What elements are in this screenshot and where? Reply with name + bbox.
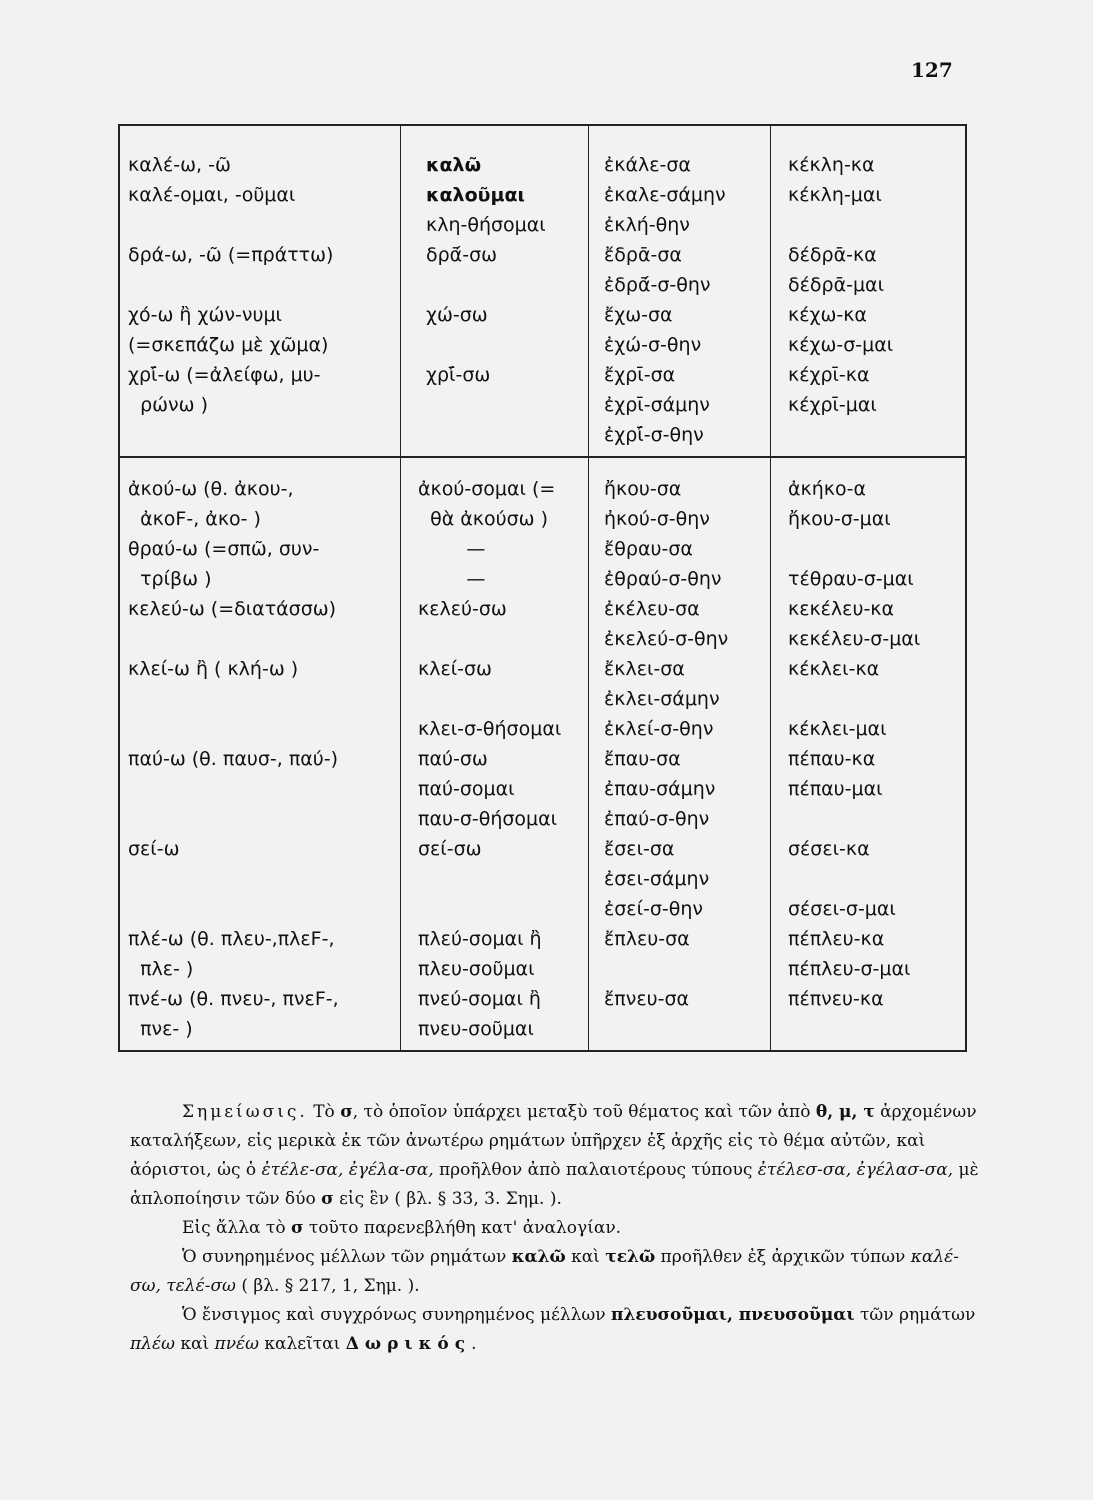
group2-present-column: ἀκού-ω (θ. ἀκου-, ἀκοF-, ἀκο- ) θραύ-ω (=σπῶ, συν- τρίβω ) κελεύ-ω (=διατάσσω) κλεί-ω ἢ ( κλή-ω ) παύ-ω (θ. παυσ-, παύ-) σεί-ω πλέ-ω (θ. πλευ-,πλεF-, πλε- ) πνέ-ω (θ. πνευ-, πνεF-, πνε- ) <box>128 478 339 1040</box>
note-paragraph-3 <box>130 1243 980 1301</box>
group1-future-contract: καλῶ καλοῦμαι <box>426 154 525 206</box>
group1-aorist-column: ἐκάλε-σα ἐκαλε-σάμην ἐκλή-θην ἔδρᾱ-σα ἐδρᾱ́-σ-θην ἔχω-σα ἐχώ-σ-θην ἔχρῑ-σα ἐχρῑ-σάμην ἐχρῑ́-σ-θην <box>604 154 726 446</box>
note-consonants: θ, μ, τ <box>815 1102 875 1122</box>
note-verb: πλευσοῦμαι, πνευσοῦμαι <box>611 1305 855 1325</box>
group2-aorist-column: ἤκου-σα ἠκού-σ-θην ἔθραυ-σα ἐθραύ-σ-θην ἐκέλευ-σα ἐκελεύ-σ-θην ἔκλει-σα ἐκλει-σάμην ἐκλεί-σ-θην ἔπαυ-σα ἐπαυ-σάμην ἐπαύ-σ-θην ἔσει-σα ἐσει-σάμην ἐσεί-σ-θην ἔπλευ-σα ἔπνευ-σα <box>604 478 729 1010</box>
note-paragraph-4 <box>130 1301 980 1359</box>
group1-future-column: κλη-θήσομαι δρᾱ́-σω χώ-σω χρῑ́-σω <box>426 214 546 386</box>
column-divider <box>400 126 401 1050</box>
note-text: τῶν ρημάτων <box>854 1305 976 1325</box>
note-text: προῆλθον ἀπὸ παλαιοτέρους τύπους <box>433 1160 758 1180</box>
note-label: Σημείωσις. <box>182 1102 308 1122</box>
note-example: πνέω <box>214 1334 260 1354</box>
note-letter: σ <box>340 1102 353 1122</box>
note-verb: τελῶ <box>605 1247 656 1267</box>
note-text: . <box>471 1334 477 1354</box>
row-divider <box>120 456 965 458</box>
note-paragraph-2 <box>130 1214 980 1243</box>
note-letter: σ <box>321 1189 334 1209</box>
column-divider <box>588 126 589 1050</box>
note-example: ἐτέλε-σα, ἐγέλα-σα, <box>261 1160 434 1180</box>
note-text: καὶ <box>565 1247 606 1267</box>
column-divider <box>770 126 771 1050</box>
note-example: πλέω <box>130 1334 175 1354</box>
note-text: μὲ ἁπλοποίησιν τῶν δύο <box>130 1160 979 1209</box>
note-letter: σ <box>290 1218 304 1238</box>
note-text: Ὁ ἔνσιγμος καὶ συγχρόνως συνηρημένος μέλλων <box>182 1305 612 1325</box>
note-paragraph-1 <box>130 1098 980 1214</box>
note-text: Ὁ συνηρημένος μέλλων τῶν ρημάτων <box>182 1247 512 1267</box>
page-number: 127 <box>911 58 953 82</box>
note-text: τοῦτο παρενεβλήθη κατ' ἀναλογίαν. <box>303 1218 622 1238</box>
note-text: εἰς ἓν ( βλ. § 33, 3. Σημ. ). <box>333 1189 562 1209</box>
group2-perfect-column: ἀκήκο-α ἤκου-σ-μαι τέθραυ-σ-μαι κεκέλευ-κα κεκέλευ-σ-μαι κέκλει-κα κέκλει-μαι πέπαυ-κα πέπαυ-μαι σέσει-κα σέσει-σ-μαι πέπλευ-κα πέπλευ-σ-μαι πέπνευ-κα <box>788 478 921 1010</box>
note-text: προῆλθεν ἐξ ἀρχικῶν τύπων <box>655 1247 911 1267</box>
group1-present-column: καλέ-ω, -ῶ καλέ-ομαι, -οῦμαι δρά-ω, -ῶ (=πράττω) χό-ω ἢ χών-νυμι (=σκεπάζω μὲ χῶμα) χρῑ́-ω (=ἀλείφω, μυ- ρώνω ) <box>128 154 334 416</box>
verb-table <box>118 124 967 1052</box>
note-example: ἐτέλεσ-σα, ἐγέλασ-σα, <box>757 1160 954 1180</box>
note-text: Εἰς ἄλλα τὸ <box>182 1218 291 1238</box>
group1-perfect-column: κέκλη-κα κέκλη-μαι δέδρᾱ-κα δέδρᾱ-μαι κέχω-κα κέχω-σ-μαι κέχρῑ-κα κέχρῑ-μαι <box>788 154 894 416</box>
note-text: καὶ <box>174 1334 215 1354</box>
note-example: καλέ-σω, τελέ-σω <box>130 1247 960 1296</box>
note-term: Δωρικός <box>345 1334 472 1354</box>
note-text: Τὸ <box>307 1102 341 1122</box>
notes-section <box>130 1098 980 1359</box>
note-text: ( βλ. § 217, 1, Σημ. ). <box>235 1276 420 1296</box>
note-text: ἀρχομένων καταλήξεων, εἰς μερικὰ ἐκ τῶν ἀνωτέρω ρημάτων ὑπῆρχεν ἐξ ἀρχῆς εἰς τὸ θέμα αὐτῶν, καὶ ἀόριστοι, ὡς ὁ <box>130 1102 977 1180</box>
note-text: καλεῖται <box>259 1334 346 1354</box>
note-text: , τὸ ὁποῖον ὑπάρχει μεταξὺ τοῦ θέματος καὶ τῶν ἀπὸ <box>352 1102 816 1122</box>
group2-future-column: ἀκού-σομαι (= θὰ ἀκούσω ) — — κελεύ-σω κλεί-σω κλει-σ-θήσομαι παύ-σω παύ-σομαι παυ-σ-θήσομαι σεί-σω πλεύ-σομαι ἢ πλευ-σοῦμαι πνεύ-σομαι ἢ πνευ-σοῦμαι <box>418 478 562 1040</box>
note-verb: καλῶ <box>511 1247 566 1267</box>
